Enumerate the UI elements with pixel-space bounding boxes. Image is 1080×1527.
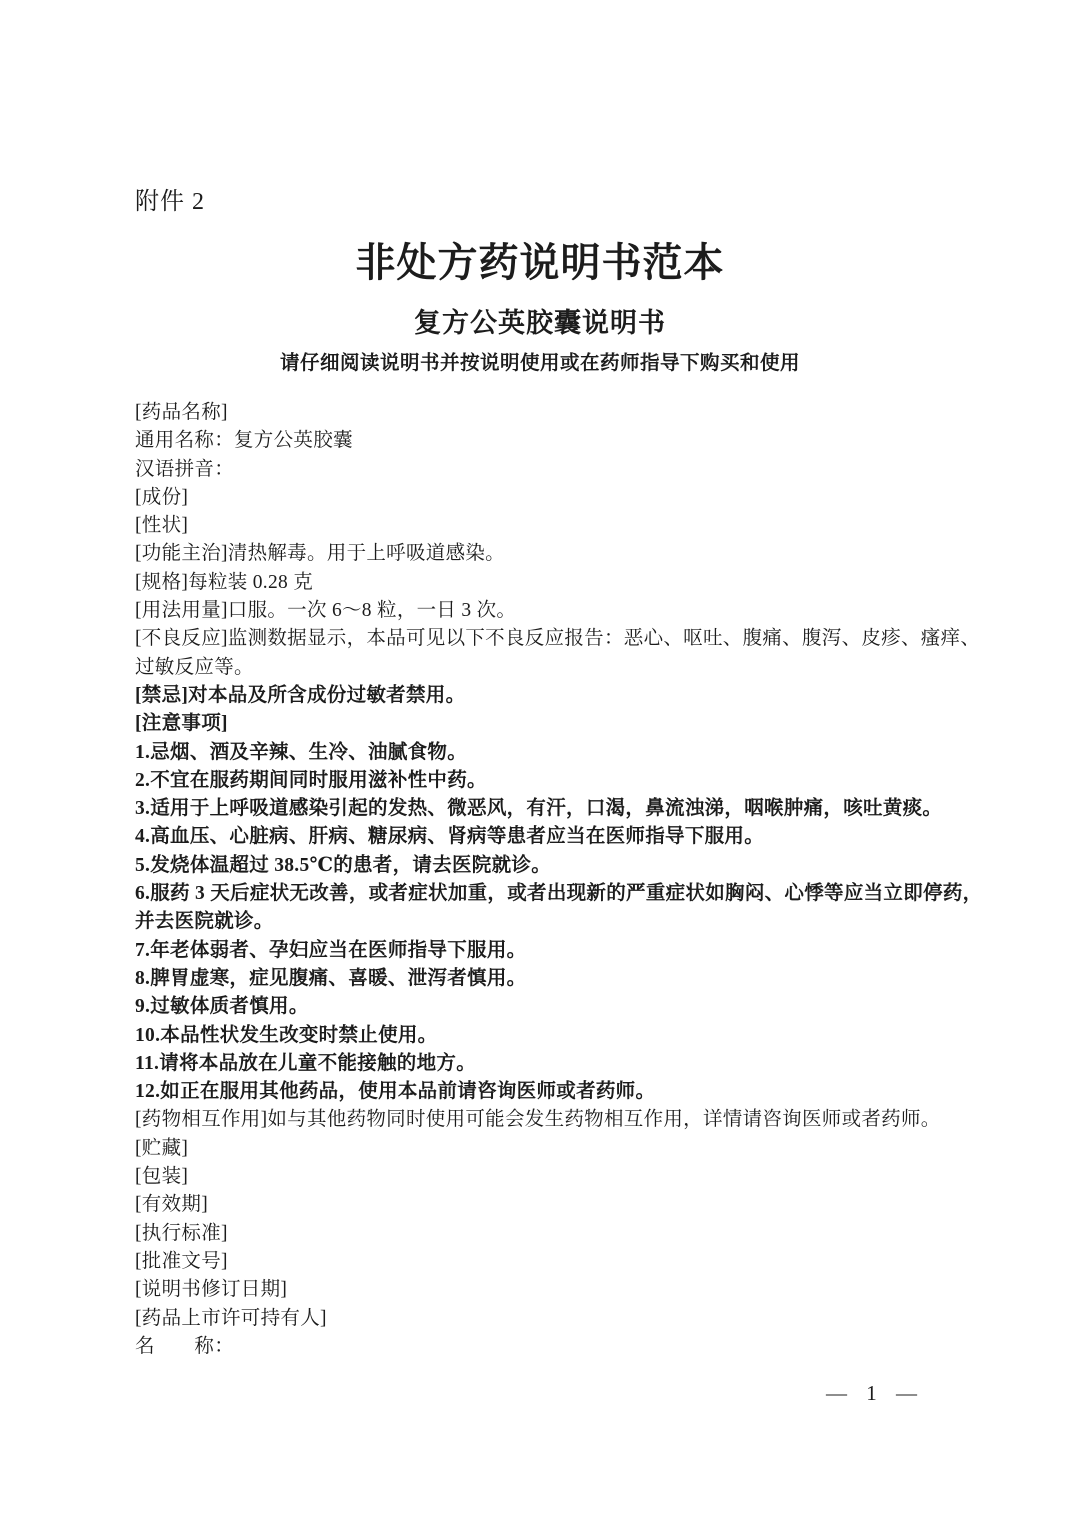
body-line: [成份] <box>135 486 189 508</box>
body-line: [药品上市许可持有人] <box>135 1307 327 1329</box>
body-line: [规格]每粒装 0.28 克 <box>135 571 314 593</box>
body-line: [执行标准] <box>135 1222 228 1244</box>
body-line: [用法用量]口服。一次 6～8 粒，一日 3 次。 <box>135 600 517 622</box>
document-body <box>135 399 983 1361</box>
body-line: [有效期] <box>135 1194 208 1216</box>
body-line: 10.本品性状发生改变时禁止使用。 <box>135 1024 438 1046</box>
body-line: [包装] <box>135 1166 189 1188</box>
usage-notice: 请仔细阅读说明书并按说明使用或在药师指导下购买和使用 <box>279 353 800 374</box>
body-line: [说明书修订日期] <box>135 1279 288 1301</box>
body-line: 2.不宜在服药期间同时服用滋补性中药。 <box>135 769 487 791</box>
body-line: 6.服药 3 天后症状无改善，或者症状加重，或者出现新的严重症状如胸闷、心悸等应当立即停药， <box>135 883 983 905</box>
document-subtitle: 复方公英胶囊说明书 <box>414 308 666 338</box>
body-line: 9.过敏体质者慎用。 <box>135 996 309 1018</box>
body-line: 汉语拼音： <box>135 458 235 480</box>
body-line: 并去医院就诊。 <box>135 911 274 933</box>
body-line: [注意事项] <box>135 713 228 735</box>
body-line: 通用名称：复方公英胶囊 <box>135 430 353 452</box>
body-line: [药品名称] <box>135 402 228 423</box>
body-line: [药物相互作用]如与其他药物同时使用可能会发生药物相互作用，详情请咨询医师或者药师。 <box>135 1109 941 1131</box>
body-line: 11.请将本品放在儿童不能接触的地方。 <box>135 1052 476 1074</box>
attachment-label: 附件 2 <box>135 189 205 215</box>
body-line: [性状] <box>135 515 189 537</box>
body-line: 1.忌烟、酒及辛辣、生冷、油腻食物。 <box>135 741 468 763</box>
body-line: [功能主治]清热解毒。用于上呼吸道感染。 <box>135 543 505 565</box>
body-line: 12.如正在服用其他药品，使用本品前请咨询医师或者药师。 <box>135 1081 656 1103</box>
body-line: 过敏反应等。 <box>135 656 254 678</box>
document-title: 非处方药说明书范本 <box>355 240 725 285</box>
body-line: 8.脾胃虚寒，症见腹痛、喜暖、泄泻者慎用。 <box>135 967 527 989</box>
body-line: 7.年老体弱者、孕妇应当在医师指导下服用。 <box>135 939 527 961</box>
body-line: 4.高血压、心脏病、肝病、糖尿病、肾病等患者应当在医师指导下服用。 <box>135 826 765 848</box>
body-line: [批准文号] <box>135 1250 228 1272</box>
body-line: 名 称： <box>135 1335 235 1357</box>
body-line: 3.适用于上呼吸道感染引起的发热、微恶风，有汗，口渴，鼻流浊涕，咽喉肿痛，咳吐黄痰。 <box>135 798 943 820</box>
body-line: 5.发烧体温超过 38.5℃的患者，请去医院就诊。 <box>135 854 551 876</box>
body-line: [禁忌]对本品及所含成份过敏者禁用。 <box>135 684 466 706</box>
body-line: [不良反应]监测数据显示，本品可见以下不良反应报告：恶心、呕吐、腹痛、腹泻、皮疹、瘙痒、 <box>135 628 981 650</box>
page-number: — 1 — <box>826 1381 919 1405</box>
body-line: [贮藏] <box>135 1137 189 1159</box>
